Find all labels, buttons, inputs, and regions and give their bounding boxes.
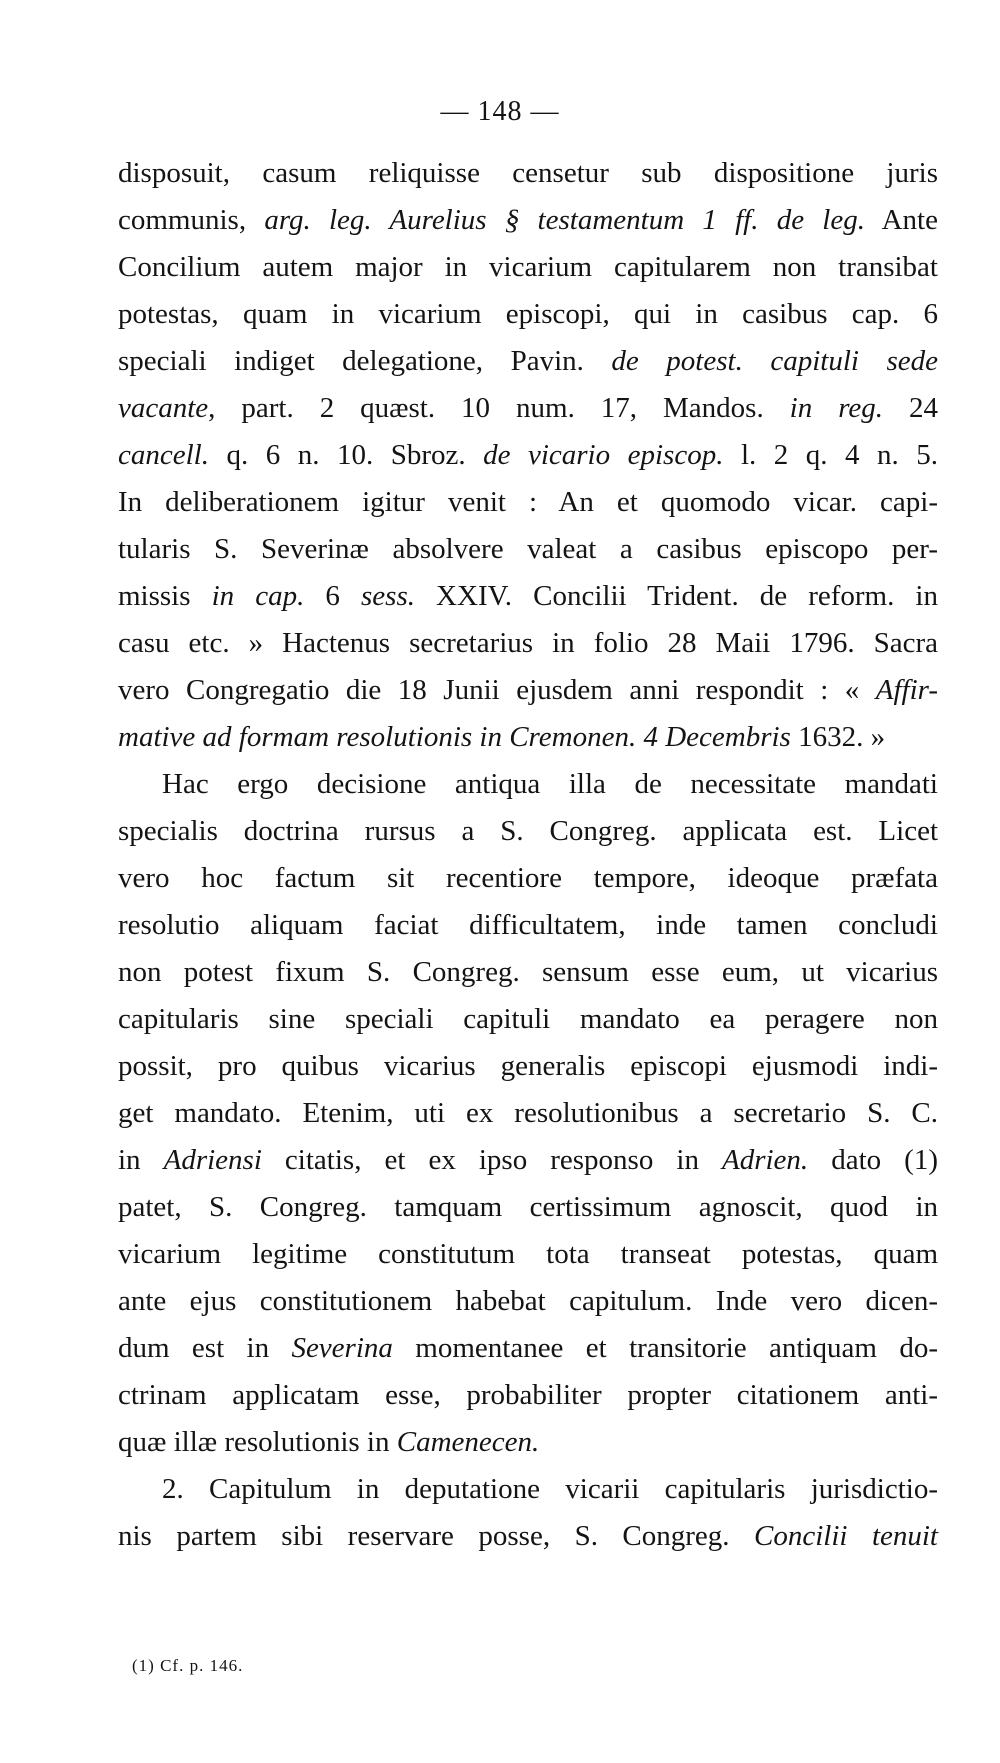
italic-segment: cancell. [118, 439, 209, 471]
text-line [118, 1325, 938, 1372]
text-segment: dato (1) [808, 1144, 938, 1176]
body-text [118, 150, 938, 1560]
text-segment: vero hoc factum sit recentiore tempore, ideoque præfata [118, 862, 938, 894]
text-segment: potestas, quam in vicarium episcopi, qui in casibus cap. 6 [118, 298, 938, 330]
text-line [118, 573, 938, 620]
italic-segment: vacante [118, 392, 209, 424]
text-segment: specialis doctrina rursus a S. Congreg. applicata est. Licet [118, 815, 938, 847]
text-line [118, 1278, 938, 1325]
text-line [118, 291, 938, 338]
italic-segment: de potest. capituli sede [611, 345, 938, 377]
text-line [118, 244, 938, 291]
italic-segment: Adriensi [163, 1144, 262, 1176]
text-segment: in [118, 1144, 164, 1176]
text-segment: ctrinam applicatam esse, probabiliter propter citationem anti- [118, 1379, 938, 1411]
text-line [118, 338, 938, 385]
text-line [118, 150, 938, 197]
text-segment: missis [118, 580, 212, 612]
text-line [118, 620, 938, 667]
page-number-header: — 148 — [440, 96, 560, 127]
text-segment: , part. 2 quæst. 10 num. 17, Mandos. [208, 392, 790, 424]
text-segment: possit, pro quibus vicarius generalis episcopi ejusmodi indi- [118, 1050, 938, 1082]
text-segment: 2. Capitulum in deputatione vicarii capitularis jurisdictio- [162, 1473, 938, 1505]
italic-segment: arg. leg. Aurelius § testamentum 1 ff. de leg. [264, 204, 865, 236]
text-segment: communis, [118, 204, 265, 236]
italic-segment: de vicario episcop. [483, 439, 724, 471]
text-line [118, 1043, 938, 1090]
text-line [118, 1184, 938, 1231]
italic-segment: Adrien. [721, 1144, 809, 1176]
text-segment: 24 [883, 392, 938, 424]
text-line [118, 385, 938, 432]
text-segment: Hac ergo decisione antiqua illa de necessitate mandati [162, 768, 938, 800]
text-line [118, 479, 938, 526]
text-segment: speciali indiget delegatione, Pavin. [118, 345, 612, 377]
text-segment: Concilium autem major in vicarium capitularem non transibat [118, 251, 938, 283]
text-line [118, 1513, 938, 1560]
text-segment: ante ejus constitutionem habebat capitulum. Inde vero dicen- [118, 1285, 938, 1317]
text-segment: XXIV. Concilii Trident. de reform. in [414, 580, 938, 612]
text-segment: vicarium legitime constitutum tota transeat potestas, quam [118, 1238, 938, 1270]
text-segment: dum est in [118, 1332, 292, 1364]
text-line [118, 761, 938, 808]
text-line [118, 714, 938, 761]
text-line [118, 1137, 938, 1184]
text-line [118, 1466, 938, 1513]
text-segment: tularis S. Severinæ absolvere valeat a casibus episcopo per- [118, 533, 938, 565]
text-segment: patet, S. Congreg. tamquam certissimum agnoscit, quod in [118, 1191, 938, 1223]
text-line [118, 1419, 938, 1466]
text-segment: resolutio aliquam faciat difficultatem, inde tamen concludi [118, 909, 938, 941]
italic-segment: mative ad formam resolutionis in Cremonen. 4 Decembris [118, 721, 791, 753]
italic-segment: Camenecen. [396, 1426, 540, 1458]
text-segment: vero Congregatio die 18 Junii ejusdem anni respondit : « [118, 674, 876, 706]
text-line [118, 902, 938, 949]
text-segment: capitularis sine speciali capituli mandato ea peragere non [118, 1003, 938, 1035]
text-line [118, 949, 938, 996]
text-segment: casu etc. » Hactenus secretarius in folio 28 Maii 1796. Sacra [118, 627, 938, 659]
text-segment: get mandato. Etenim, uti ex resolutionibus a secretario S. C. [118, 1097, 938, 1129]
text-line [118, 996, 938, 1043]
text-segment: l. 2 q. 4 n. 5. [723, 439, 938, 471]
text-line [118, 432, 938, 479]
text-segment: Ante [864, 204, 938, 236]
italic-segment: in cap. [211, 580, 305, 612]
text-segment: nis partem sibi reservare posse, S. Congreg. [118, 1520, 755, 1552]
italic-segment: Concilii tenuit [754, 1520, 938, 1552]
italic-segment: in reg. [789, 392, 884, 424]
text-segment: citatis, et ex ipso responso in [261, 1144, 722, 1176]
text-segment: disposuit, casum reliquisse censetur sub dispositione juris [118, 157, 938, 189]
text-line [118, 1372, 938, 1419]
text-segment: 6 [304, 580, 361, 612]
italic-segment: Severina [291, 1332, 393, 1364]
text-line [118, 1090, 938, 1137]
text-line [118, 667, 938, 714]
text-segment: 1632. » [790, 721, 886, 753]
text-line [118, 808, 938, 855]
text-segment: q. 6 n. 10. Sbroz. [208, 439, 484, 471]
text-line [118, 1231, 938, 1278]
text-line [118, 855, 938, 902]
text-line [118, 197, 938, 244]
text-segment: In deliberationem igitur venit : An et quomodo vicar. capi- [118, 486, 938, 518]
italic-segment: sess. [361, 580, 415, 612]
text-segment: non potest fixum S. Congreg. sensum esse eum, ut vicarius [118, 956, 938, 988]
footnote: (1) Cf. p. 146. [132, 1656, 244, 1675]
text-segment: momentanee et transitorie antiquam do- [392, 1332, 938, 1364]
italic-segment: Affir- [875, 674, 938, 706]
text-line [118, 526, 938, 573]
text-segment: quæ illæ resolutionis in [118, 1426, 397, 1458]
